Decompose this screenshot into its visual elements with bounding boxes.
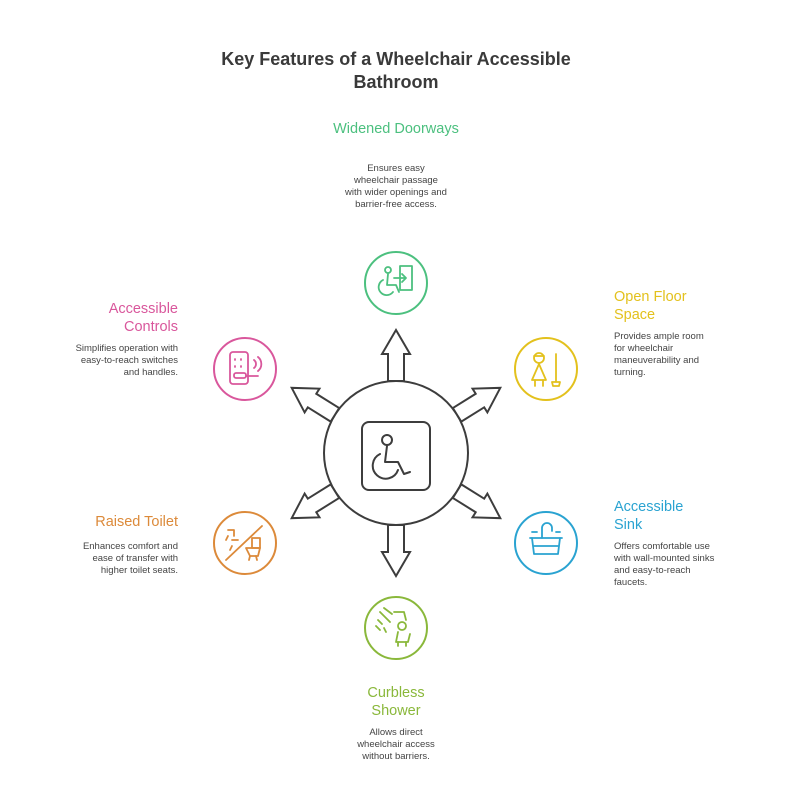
sink-circle xyxy=(515,512,577,574)
shower-title: Curbless Shower xyxy=(367,685,425,719)
controls-description: Simplifies operation with easy-to-reach switches and handles. xyxy=(75,343,178,378)
toilet-title: Raised Toilet xyxy=(95,514,178,530)
shower-circle xyxy=(365,597,427,659)
person-mop-icon xyxy=(515,338,577,400)
sink-faucet-icon xyxy=(515,512,577,574)
floor-circle xyxy=(515,338,577,400)
doorways-title: Widened Doorways xyxy=(333,121,459,137)
doorways-circle xyxy=(365,252,427,314)
floor-description: Provides ample room for wheelchair maneuverability and turning. xyxy=(614,331,704,378)
controls-circle xyxy=(214,338,276,400)
keypad-controls-icon xyxy=(214,338,276,400)
shower-description: Allows direct wheelchair access without barriers. xyxy=(357,727,435,762)
sink-title: Accessible Sink xyxy=(614,499,684,533)
wheelchair-door-icon xyxy=(365,252,427,314)
floor-title: Open Floor Space xyxy=(614,289,687,323)
sink-description: Offers comfortable use with wall-mounted sinks and easy-to-reach faucets. xyxy=(614,541,715,588)
shower-icon xyxy=(365,597,427,659)
toilet-icon xyxy=(214,512,276,574)
diagram-title: Key Features of a Wheelchair Accessible Bathroom xyxy=(221,49,571,92)
doorways-description: Ensures easy wheelchair passage with wider openings and barrier-free access. xyxy=(345,163,447,210)
toilet-description: Enhances comfort and ease of transfer with higher toilet seats. xyxy=(82,541,178,576)
controls-title: Accessible Controls xyxy=(108,301,178,335)
hub-with-arrows xyxy=(284,330,507,576)
